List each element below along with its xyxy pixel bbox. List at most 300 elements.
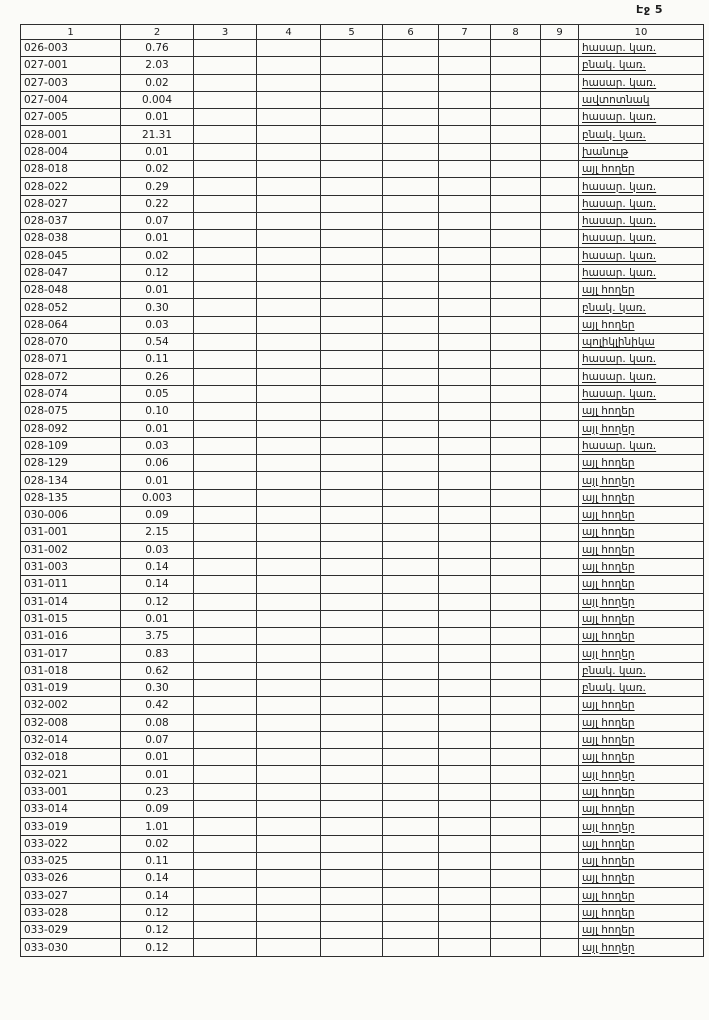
- empty-cell: [257, 40, 321, 57]
- empty-cell: [491, 749, 541, 766]
- empty-cell: [491, 524, 541, 541]
- empty-cell: [439, 403, 491, 420]
- empty-cell: [321, 437, 383, 454]
- empty-cell: [194, 143, 257, 160]
- empty-cell: [491, 507, 541, 524]
- parcel-code-cell: 033-030: [21, 939, 121, 956]
- empty-cell: [383, 541, 439, 558]
- table-row: [21, 57, 704, 74]
- area-value-cell: 0.26: [121, 368, 194, 385]
- land-use-label: հասար. կառ.: [582, 76, 657, 89]
- empty-cell: [439, 489, 491, 506]
- column-header: 2: [121, 25, 194, 40]
- area-value-cell: 0.12: [121, 922, 194, 939]
- empty-cell: [439, 230, 491, 247]
- empty-cell: [321, 507, 383, 524]
- empty-cell: [439, 558, 491, 575]
- empty-cell: [491, 628, 541, 645]
- table-row: [21, 161, 704, 178]
- empty-cell: [439, 645, 491, 662]
- table-row: [21, 852, 704, 869]
- area-value-cell: 0.09: [121, 507, 194, 524]
- empty-cell: [491, 212, 541, 229]
- table-row: [21, 593, 704, 610]
- empty-cell: [491, 109, 541, 126]
- empty-cell: [194, 939, 257, 956]
- table-row: [21, 749, 704, 766]
- table-row: [21, 109, 704, 126]
- empty-cell: [439, 766, 491, 783]
- area-value-cell: 21.31: [121, 126, 194, 143]
- area-value-cell: 0.03: [121, 437, 194, 454]
- land-use-cell: [579, 870, 704, 887]
- empty-cell: [383, 489, 439, 506]
- land-use-cell: [579, 731, 704, 748]
- empty-cell: [321, 645, 383, 662]
- empty-cell: [194, 576, 257, 593]
- empty-cell: [383, 143, 439, 160]
- empty-cell: [321, 489, 383, 506]
- parcel-code-cell: 031-019: [21, 679, 121, 696]
- empty-cell: [383, 697, 439, 714]
- column-header: 7: [439, 25, 491, 40]
- empty-cell: [491, 282, 541, 299]
- empty-cell: [194, 558, 257, 575]
- table-row: [21, 714, 704, 731]
- empty-cell: [194, 507, 257, 524]
- empty-cell: [321, 178, 383, 195]
- area-value-cell: 0.03: [121, 541, 194, 558]
- area-value-cell: 0.23: [121, 783, 194, 800]
- land-use-label: այլ հողեր: [582, 474, 635, 487]
- land-use-label: այլ հողեր: [582, 543, 635, 556]
- parcel-table: [20, 24, 704, 957]
- empty-cell: [321, 247, 383, 264]
- area-value-cell: 0.01: [121, 230, 194, 247]
- empty-cell: [541, 541, 579, 558]
- empty-cell: [383, 178, 439, 195]
- empty-cell: [383, 230, 439, 247]
- empty-cell: [321, 143, 383, 160]
- empty-cell: [491, 679, 541, 696]
- area-value-cell: 0.76: [121, 40, 194, 57]
- area-value-cell: 0.11: [121, 351, 194, 368]
- land-use-cell: [579, 126, 704, 143]
- empty-cell: [321, 818, 383, 835]
- empty-cell: [257, 385, 321, 402]
- table-row: [21, 697, 704, 714]
- empty-cell: [257, 887, 321, 904]
- empty-cell: [491, 334, 541, 351]
- empty-cell: [257, 126, 321, 143]
- empty-cell: [321, 403, 383, 420]
- empty-cell: [257, 212, 321, 229]
- column-header: 6: [383, 25, 439, 40]
- empty-cell: [491, 195, 541, 212]
- parcel-code-cell: 028-048: [21, 282, 121, 299]
- land-use-cell: [579, 766, 704, 783]
- empty-cell: [194, 368, 257, 385]
- area-value-cell: 2.15: [121, 524, 194, 541]
- empty-cell: [321, 870, 383, 887]
- land-use-label: այլ հողեր: [582, 837, 635, 850]
- land-use-label: ավտոտնակ: [582, 94, 650, 107]
- land-use-cell: [579, 939, 704, 956]
- land-use-cell: [579, 489, 704, 506]
- land-use-cell: [579, 524, 704, 541]
- empty-cell: [541, 922, 579, 939]
- table-row: [21, 801, 704, 818]
- land-use-label: այլ հողեր: [582, 422, 635, 435]
- land-use-label: այլ հողեր: [582, 820, 635, 833]
- empty-cell: [257, 766, 321, 783]
- empty-cell: [383, 558, 439, 575]
- land-use-label: հասար. կառ.: [582, 180, 657, 193]
- empty-cell: [491, 57, 541, 74]
- empty-cell: [383, 351, 439, 368]
- land-use-cell: [579, 852, 704, 869]
- parcel-code-cell: 032-014: [21, 731, 121, 748]
- land-use-label: բնակ. կառ.: [582, 128, 646, 141]
- land-use-label: այլ հողեր: [582, 405, 635, 418]
- empty-cell: [321, 939, 383, 956]
- parcel-code-cell: 031-002: [21, 541, 121, 558]
- land-use-label: այլ հողեր: [582, 751, 635, 764]
- table-row: [21, 316, 704, 333]
- land-use-label: հասար. կառ.: [582, 249, 657, 262]
- table-row: [21, 766, 704, 783]
- land-use-label: այլ հողեր: [582, 526, 635, 539]
- empty-cell: [541, 178, 579, 195]
- empty-cell: [439, 74, 491, 91]
- parcel-code-cell: 028-072: [21, 368, 121, 385]
- land-use-cell: [579, 57, 704, 74]
- empty-cell: [541, 264, 579, 281]
- land-use-cell: [579, 922, 704, 939]
- land-use-cell: [579, 887, 704, 904]
- table-row: [21, 489, 704, 506]
- empty-cell: [194, 541, 257, 558]
- empty-cell: [383, 576, 439, 593]
- empty-cell: [194, 662, 257, 679]
- parcel-code-cell: 032-018: [21, 749, 121, 766]
- empty-cell: [439, 143, 491, 160]
- land-use-label: հասար. կառ.: [582, 232, 657, 245]
- empty-cell: [194, 334, 257, 351]
- empty-cell: [257, 922, 321, 939]
- empty-cell: [541, 403, 579, 420]
- empty-cell: [257, 247, 321, 264]
- land-use-label: այլ հողեր: [582, 630, 635, 643]
- empty-cell: [491, 852, 541, 869]
- empty-cell: [321, 368, 383, 385]
- land-use-label: այլ հողեր: [582, 509, 635, 522]
- empty-cell: [491, 835, 541, 852]
- table-row: [21, 887, 704, 904]
- empty-cell: [383, 212, 439, 229]
- empty-cell: [383, 593, 439, 610]
- empty-cell: [321, 610, 383, 627]
- empty-cell: [321, 922, 383, 939]
- empty-cell: [491, 489, 541, 506]
- land-use-cell: [579, 195, 704, 212]
- empty-cell: [257, 714, 321, 731]
- area-value-cell: 0.01: [121, 420, 194, 437]
- empty-cell: [194, 801, 257, 818]
- land-use-cell: [579, 299, 704, 316]
- land-use-cell: [579, 143, 704, 160]
- empty-cell: [257, 801, 321, 818]
- land-use-cell: [579, 334, 704, 351]
- parcel-code-cell: 028-001: [21, 126, 121, 143]
- table-row: [21, 299, 704, 316]
- land-use-cell: [579, 749, 704, 766]
- empty-cell: [383, 714, 439, 731]
- empty-cell: [194, 887, 257, 904]
- area-value-cell: 0.05: [121, 385, 194, 402]
- empty-cell: [383, 749, 439, 766]
- empty-cell: [491, 247, 541, 264]
- area-value-cell: 0.42: [121, 697, 194, 714]
- area-value-cell: 0.30: [121, 299, 194, 316]
- land-use-cell: [579, 230, 704, 247]
- area-value-cell: 0.83: [121, 645, 194, 662]
- land-use-label: բնակ. կառ.: [582, 301, 646, 314]
- empty-cell: [194, 870, 257, 887]
- table-row: [21, 247, 704, 264]
- land-use-label: պոլիկլինիկա: [582, 336, 655, 349]
- land-use-cell: [579, 264, 704, 281]
- empty-cell: [541, 697, 579, 714]
- empty-cell: [541, 852, 579, 869]
- empty-cell: [491, 558, 541, 575]
- area-value-cell: 0.07: [121, 731, 194, 748]
- empty-cell: [321, 541, 383, 558]
- empty-cell: [257, 282, 321, 299]
- empty-cell: [257, 870, 321, 887]
- empty-cell: [541, 783, 579, 800]
- empty-cell: [491, 91, 541, 108]
- empty-cell: [194, 385, 257, 402]
- empty-cell: [194, 403, 257, 420]
- empty-cell: [439, 524, 491, 541]
- table-row: [21, 904, 704, 921]
- area-value-cell: 3.75: [121, 628, 194, 645]
- empty-cell: [383, 299, 439, 316]
- empty-cell: [194, 74, 257, 91]
- empty-cell: [541, 351, 579, 368]
- land-use-label: այլ հողեր: [582, 768, 635, 781]
- empty-cell: [541, 109, 579, 126]
- empty-cell: [257, 455, 321, 472]
- land-use-label: այլ հողեր: [582, 491, 635, 504]
- parcel-code-cell: 033-014: [21, 801, 121, 818]
- empty-cell: [257, 541, 321, 558]
- area-value-cell: 0.22: [121, 195, 194, 212]
- area-value-cell: 0.01: [121, 472, 194, 489]
- empty-cell: [439, 247, 491, 264]
- parcel-code-cell: 027-004: [21, 91, 121, 108]
- empty-cell: [257, 835, 321, 852]
- empty-cell: [383, 316, 439, 333]
- empty-cell: [439, 91, 491, 108]
- table-row: [21, 455, 704, 472]
- empty-cell: [194, 731, 257, 748]
- table-row: [21, 645, 704, 662]
- empty-cell: [491, 40, 541, 57]
- area-value-cell: 0.29: [121, 178, 194, 195]
- parcel-code-cell: 033-022: [21, 835, 121, 852]
- empty-cell: [321, 195, 383, 212]
- empty-cell: [439, 541, 491, 558]
- empty-cell: [541, 610, 579, 627]
- empty-cell: [491, 385, 541, 402]
- empty-cell: [383, 403, 439, 420]
- empty-cell: [321, 749, 383, 766]
- empty-cell: [194, 904, 257, 921]
- empty-cell: [194, 299, 257, 316]
- land-use-cell: [579, 645, 704, 662]
- land-use-label: այլ հողեր: [582, 163, 635, 176]
- area-value-cell: 0.03: [121, 316, 194, 333]
- area-value-cell: 0.62: [121, 662, 194, 679]
- column-header: 9: [541, 25, 579, 40]
- table-row: [21, 420, 704, 437]
- empty-cell: [491, 766, 541, 783]
- empty-cell: [491, 714, 541, 731]
- empty-cell: [383, 437, 439, 454]
- land-use-cell: [579, 74, 704, 91]
- empty-cell: [321, 351, 383, 368]
- empty-cell: [439, 109, 491, 126]
- table-row: [21, 524, 704, 541]
- land-use-label: այլ հողեր: [582, 578, 635, 591]
- land-use-label: այլ հողեր: [582, 612, 635, 625]
- parcel-code-cell: 031-016: [21, 628, 121, 645]
- parcel-code-cell: 028-129: [21, 455, 121, 472]
- empty-cell: [439, 264, 491, 281]
- table-row: [21, 662, 704, 679]
- land-use-label: այլ հողեր: [582, 803, 635, 816]
- empty-cell: [257, 904, 321, 921]
- land-use-label: այլ հողեր: [582, 647, 635, 660]
- empty-cell: [194, 195, 257, 212]
- empty-cell: [439, 40, 491, 57]
- column-header: 3: [194, 25, 257, 40]
- land-use-label: հասար. կառ.: [582, 42, 657, 55]
- empty-cell: [383, 247, 439, 264]
- land-use-label: բնակ. կառ.: [582, 682, 646, 695]
- empty-cell: [439, 749, 491, 766]
- empty-cell: [321, 714, 383, 731]
- empty-cell: [321, 472, 383, 489]
- land-use-cell: [579, 385, 704, 402]
- table-row: [21, 40, 704, 57]
- empty-cell: [257, 57, 321, 74]
- empty-cell: [383, 852, 439, 869]
- table-row: [21, 437, 704, 454]
- area-value-cell: 0.01: [121, 610, 194, 627]
- empty-cell: [194, 593, 257, 610]
- table-row: [21, 334, 704, 351]
- empty-cell: [491, 731, 541, 748]
- area-value-cell: 0.14: [121, 887, 194, 904]
- empty-cell: [194, 351, 257, 368]
- empty-cell: [194, 835, 257, 852]
- empty-cell: [321, 697, 383, 714]
- land-use-label: այլ հողեր: [582, 457, 635, 470]
- empty-cell: [541, 161, 579, 178]
- table-header-row: [21, 25, 704, 40]
- empty-cell: [383, 282, 439, 299]
- land-use-cell: [579, 818, 704, 835]
- empty-cell: [541, 334, 579, 351]
- parcel-code-cell: 028-071: [21, 351, 121, 368]
- land-use-label: այլ հողեր: [582, 561, 635, 574]
- table-row: [21, 385, 704, 402]
- empty-cell: [383, 109, 439, 126]
- empty-cell: [491, 610, 541, 627]
- empty-cell: [439, 714, 491, 731]
- land-use-label: այլ հողեր: [582, 716, 635, 729]
- empty-cell: [541, 195, 579, 212]
- empty-cell: [194, 57, 257, 74]
- land-use-cell: [579, 783, 704, 800]
- empty-cell: [491, 922, 541, 939]
- empty-cell: [257, 74, 321, 91]
- empty-cell: [194, 818, 257, 835]
- empty-cell: [491, 178, 541, 195]
- land-use-label: բնակ. կառ.: [582, 59, 646, 72]
- empty-cell: [541, 870, 579, 887]
- land-use-label: հասար. կառ.: [582, 439, 657, 452]
- empty-cell: [257, 109, 321, 126]
- empty-cell: [194, 489, 257, 506]
- land-use-label: հասար. կառ.: [582, 388, 657, 401]
- empty-cell: [321, 662, 383, 679]
- land-use-cell: [579, 161, 704, 178]
- empty-cell: [194, 264, 257, 281]
- empty-cell: [321, 57, 383, 74]
- empty-cell: [491, 801, 541, 818]
- empty-cell: [194, 766, 257, 783]
- empty-cell: [321, 558, 383, 575]
- empty-cell: [439, 437, 491, 454]
- empty-cell: [257, 351, 321, 368]
- empty-cell: [194, 714, 257, 731]
- empty-cell: [383, 645, 439, 662]
- empty-cell: [491, 230, 541, 247]
- parcel-code-cell: 031-018: [21, 662, 121, 679]
- empty-cell: [541, 437, 579, 454]
- area-value-cell: 0.02: [121, 74, 194, 91]
- table-row: [21, 230, 704, 247]
- empty-cell: [257, 524, 321, 541]
- parcel-code-cell: 028-134: [21, 472, 121, 489]
- empty-cell: [383, 610, 439, 627]
- area-value-cell: 0.003: [121, 489, 194, 506]
- empty-cell: [321, 801, 383, 818]
- empty-cell: [194, 91, 257, 108]
- empty-cell: [541, 230, 579, 247]
- parcel-code-cell: 027-005: [21, 109, 121, 126]
- empty-cell: [541, 558, 579, 575]
- empty-cell: [257, 628, 321, 645]
- empty-cell: [383, 524, 439, 541]
- empty-cell: [439, 697, 491, 714]
- empty-cell: [541, 40, 579, 57]
- land-use-cell: [579, 91, 704, 108]
